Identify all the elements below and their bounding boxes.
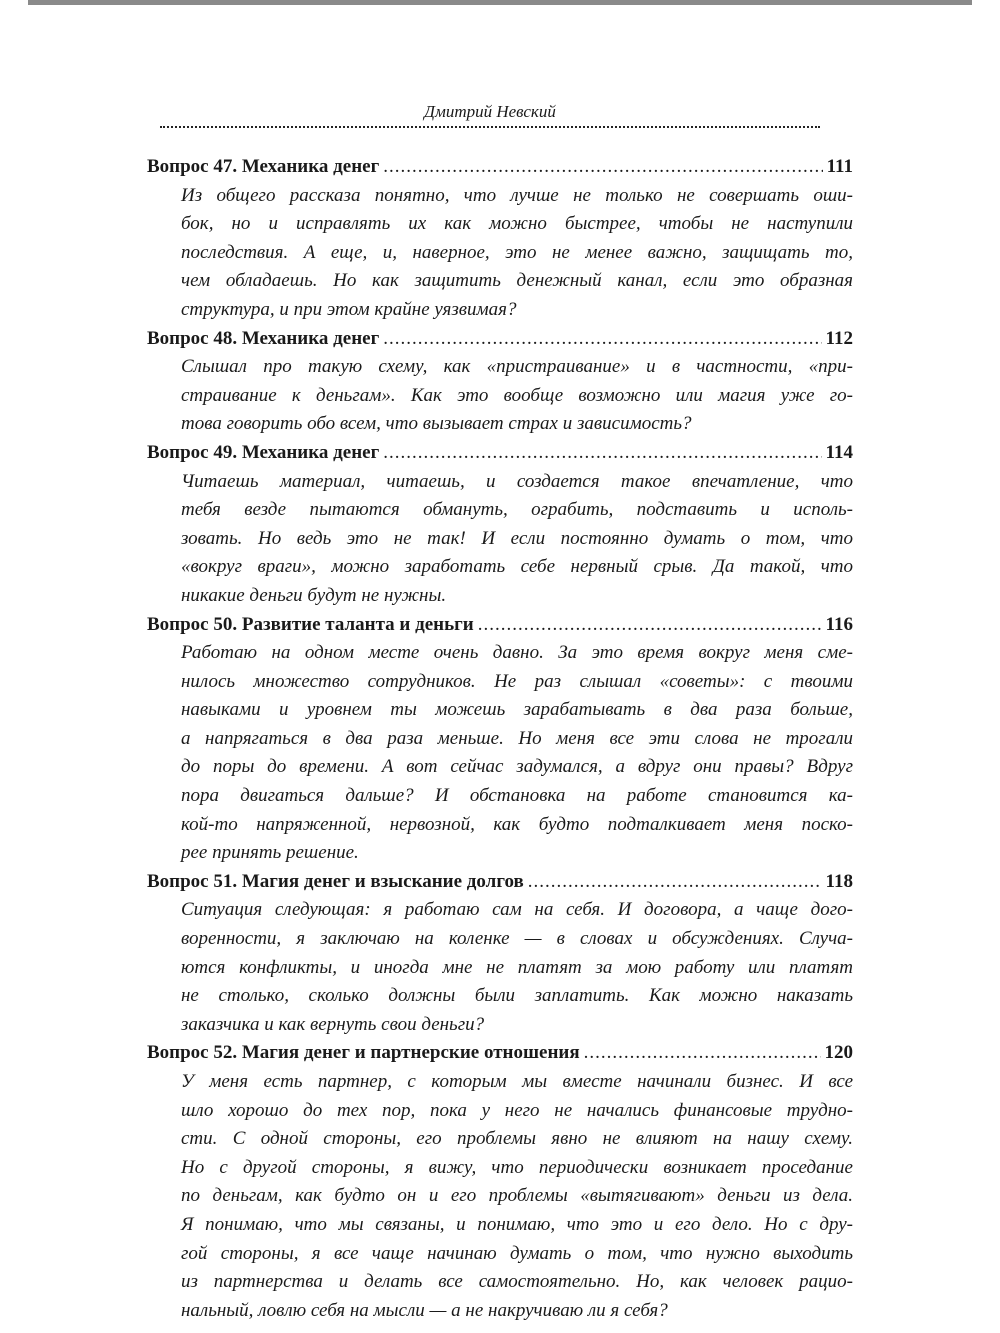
- toc-entry-heading[interactable]: [147, 439, 853, 468]
- question-line: Читаешь материал, читаешь, и создается такое впечатление, что: [181, 470, 853, 492]
- toc-entry-heading[interactable]: [147, 1039, 853, 1068]
- leader-dots: [478, 611, 822, 640]
- question-line: по деньгам, как будто он и его проблемы «вытягивают» деньги из дела.: [181, 1185, 853, 1207]
- question-line: не столько, сколько должны были заплатить. Как можно наказать: [181, 985, 853, 1007]
- toc-page-number: 116: [825, 613, 853, 635]
- leader-dots: [528, 868, 822, 897]
- question-line: а напрягаться в два раза меньше. Но меня все эти слова не трогали: [181, 727, 853, 749]
- toc-entry-heading[interactable]: [147, 325, 853, 354]
- question-line: Слышал про такую схему, как «пристраивание» и в частности, «при-: [181, 356, 853, 378]
- question-line: това говорить обо всем, что вызывает страх и зависимость?: [181, 413, 692, 435]
- leader-dots: [584, 1039, 821, 1068]
- question-line: нальный, ловлю себя на мысли — а не накручиваю ли я себя?: [181, 1299, 668, 1321]
- question-line: заказчика и как вернуть свои деньги?: [181, 1013, 485, 1035]
- toc-page-number: 120: [824, 1042, 853, 1064]
- toc-entry-title: Вопрос 52. Магия денег и партнерские отношения: [147, 1042, 580, 1064]
- question-line: воренности, я заключаю на коленке — в словах и обсуждениях. Случа-: [181, 928, 853, 950]
- question-line: Ситуация следующая: я работаю сам на себя. И договора, а чаще дого-: [181, 899, 853, 921]
- toc-entry-question: [147, 182, 853, 325]
- toc-entry-heading[interactable]: [147, 868, 853, 897]
- question-line: ются конфликты, и иногда мне не платят за мою работу или платят: [181, 956, 853, 978]
- question-line: гой стороны, я все чаще начинаю думать о том, что нужно выходить: [181, 1242, 853, 1264]
- table-of-contents: [147, 153, 853, 1325]
- question-line: сти. С одной стороны, его проблемы явно не влияют на нашу схему.: [181, 1128, 853, 1150]
- question-line: бок, но и исправлять их как можно быстрее, чтобы не наступили: [181, 213, 853, 235]
- toc-entry-title: Вопрос 47. Механика денег: [147, 156, 380, 177]
- question-line: пора двигаться дальше? И обстановка на работе становится ка-: [181, 785, 853, 807]
- question-line: чем обладаешь. Но как защитить денежный канал, если это образная: [181, 270, 853, 292]
- leader-dots: [383, 439, 821, 468]
- header-dotted-rule: [160, 126, 820, 128]
- question-line: кой-то напряженной, нервозной, как будто подталкивает меня поско-: [181, 813, 853, 835]
- toc-entry-title: Вопрос 48. Механика денег: [147, 327, 380, 349]
- question-line: тебя везде пытаются обмануть, ограбить, подставить и исполь-: [181, 499, 853, 521]
- toc-entry-question: [147, 353, 853, 439]
- question-line: рее принять решение.: [181, 842, 359, 864]
- question-line: Работаю на одном месте очень давно. За это время вокруг меня сме-: [181, 642, 853, 664]
- question-line: навыками и уровнем ты можешь зарабатывать в два раза больше,: [181, 699, 853, 721]
- toc-entry-question: [147, 1068, 853, 1325]
- toc-entry-question: [147, 468, 853, 611]
- question-line: последствия. А еще, и, наверное, это не менее важно, защищать то,: [181, 241, 853, 263]
- question-line: Я понимаю, что мы связаны, и понимаю, что это и его дело. Но с дру-: [181, 1213, 853, 1235]
- toc-entry-question: [147, 639, 853, 868]
- toc-page-number: 111: [826, 156, 853, 177]
- question-line: структура, и при этом крайне уязвимая?: [181, 298, 517, 320]
- question-line: зовать. Но ведь это не так! И если постоянно думать о том, что: [181, 527, 853, 549]
- toc-entry-title: Вопрос 49. Механика денег: [147, 441, 380, 463]
- question-line: Но с другой стороны, я вижу, что периодически возникает проседание: [181, 1156, 853, 1178]
- toc-page-number: 114: [825, 441, 853, 463]
- leader-dots: [383, 325, 821, 354]
- question-line: никакие деньги будут не нужны.: [181, 584, 447, 606]
- toc-entry-heading[interactable]: [147, 611, 853, 640]
- question-line: шло хорошо до тех пор, пока у него не начались финансовые трудно-: [181, 1099, 853, 1121]
- toc-page-number: 118: [825, 870, 853, 892]
- toc-entry-title: Вопрос 50. Развитие таланта и деньги: [147, 613, 474, 635]
- leader-dots: [383, 153, 822, 182]
- question-line: Из общего рассказа понятно, что лучше не только не совершать оши-: [181, 184, 853, 206]
- toc-entry-title: Вопрос 51. Магия денег и взыскание долгов: [147, 870, 524, 892]
- question-line: «вокруг враги», можно заработать себе нервный срыв. Да такой, что: [181, 556, 853, 578]
- question-line: нилось множество сотрудников. Не раз слышал «советы»: с твоими: [181, 670, 853, 692]
- question-line: из партнерства и делать все самостоятельно. Но, как человек рацио-: [181, 1271, 853, 1293]
- toc-entry-heading[interactable]: [147, 153, 853, 182]
- question-line: страивание к деньгам». Как это вообще возможно или магия уже го-: [181, 384, 853, 406]
- toc-entry-question: [147, 896, 853, 1039]
- running-header-author: Дмитрий Невский: [424, 102, 556, 121]
- toc-page-number: 112: [825, 327, 853, 349]
- question-line: до поры до времени. А вот сейчас задумался, а вдруг они правы? Вдруг: [181, 756, 853, 778]
- top-border: [28, 0, 972, 5]
- question-line: У меня есть партнер, с которым мы вместе начинали бизнес. И все: [181, 1071, 853, 1092]
